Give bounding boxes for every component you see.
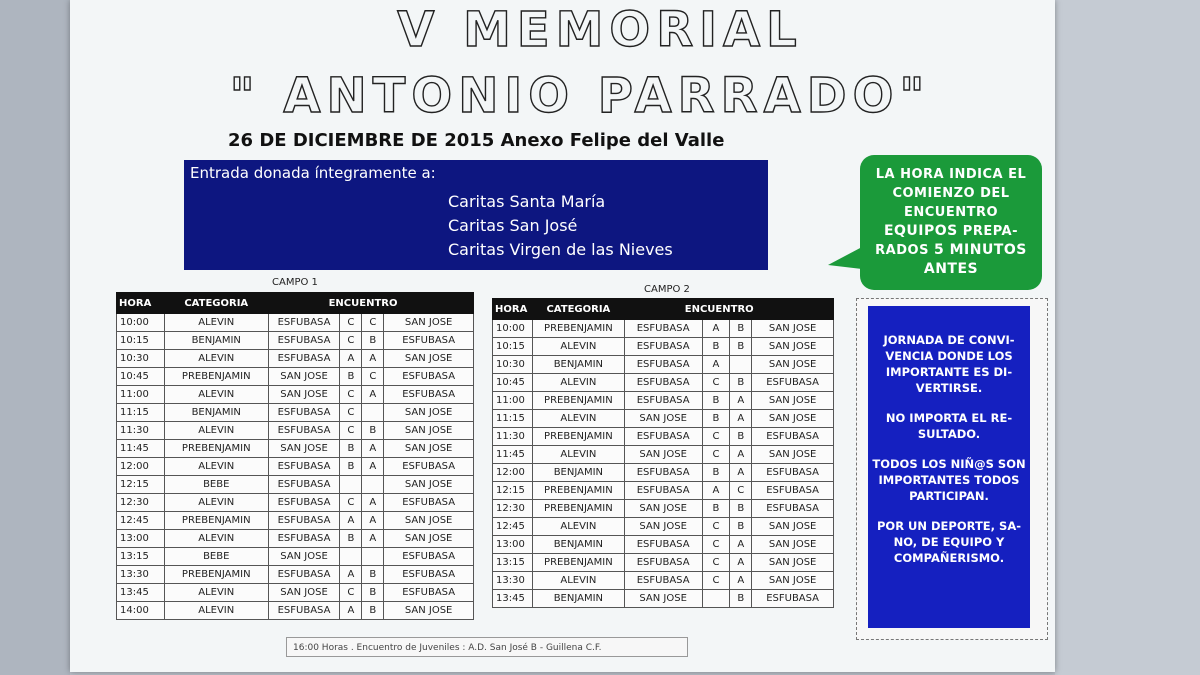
cell-group-1	[340, 476, 362, 494]
table-row	[117, 512, 474, 530]
cell-group-2: A	[730, 464, 752, 482]
header-encuentro: ENCUENTRO	[268, 293, 473, 314]
cell-team-1: SAN JOSE	[624, 518, 702, 536]
cell-team-2: SAN JOSE	[384, 602, 474, 620]
cell-group-1: B	[702, 392, 730, 410]
cell-team-1: SAN JOSE	[624, 590, 702, 608]
cell-hora: 11:45	[117, 440, 165, 458]
cell-team-1: ESFUBASA	[624, 428, 702, 446]
cell-team-2: SAN JOSE	[384, 476, 474, 494]
cell-categoria: PREBENJAMIN	[532, 554, 624, 572]
cell-team-1: SAN JOSE	[268, 584, 340, 602]
cell-categoria: PREBENJAMIN	[164, 368, 268, 386]
cell-team-2: SAN JOSE	[384, 530, 474, 548]
cell-group-2: A	[362, 458, 384, 476]
cell-team-2: ESFUBASA	[752, 482, 834, 500]
cell-group-1: B	[340, 530, 362, 548]
info-box	[868, 306, 1030, 628]
cell-categoria: ALEVIN	[164, 602, 268, 620]
cell-team-1: ESFUBASA	[624, 374, 702, 392]
cell-team-1: ESFUBASA	[268, 332, 340, 350]
cell-group-2: A	[730, 392, 752, 410]
donation-box	[184, 160, 768, 270]
table-row	[493, 518, 834, 536]
table-row	[493, 536, 834, 554]
header-categoria: CATEGORIA	[532, 299, 624, 320]
cell-group-1	[702, 590, 730, 608]
cell-hora: 13:15	[493, 554, 533, 572]
cell-team-2: SAN JOSE	[752, 338, 834, 356]
cell-team-2: SAN JOSE	[752, 536, 834, 554]
cell-group-2: C	[730, 482, 752, 500]
cell-categoria: BENJAMIN	[532, 590, 624, 608]
cell-categoria: PREBENJAMIN	[164, 512, 268, 530]
cell-group-1: C	[340, 332, 362, 350]
cell-categoria: ALEVIN	[532, 374, 624, 392]
cell-hora: 10:15	[493, 338, 533, 356]
cell-group-1: C	[340, 314, 362, 332]
cell-group-1: A	[340, 512, 362, 530]
cell-team-1: SAN JOSE	[268, 440, 340, 458]
cell-group-1: B	[340, 440, 362, 458]
cell-group-2	[362, 548, 384, 566]
cell-team-1: ESFUBASA	[624, 392, 702, 410]
cell-team-2: SAN JOSE	[752, 320, 834, 338]
cell-group-1: C	[702, 572, 730, 590]
table-row	[117, 566, 474, 584]
table-row	[493, 410, 834, 428]
cell-categoria: ALEVIN	[532, 518, 624, 536]
campo-2-table	[492, 298, 834, 608]
cell-categoria: PREBENJAMIN	[532, 428, 624, 446]
campo-1-label: CAMPO 1	[272, 277, 318, 288]
table-row	[117, 584, 474, 602]
cell-group-2: B	[730, 320, 752, 338]
table-row	[493, 590, 834, 608]
cell-team-1: ESFUBASA	[268, 530, 340, 548]
campo-2-label: CAMPO 2	[644, 284, 690, 295]
event-date: 26 DE DICIEMBRE DE 2015 Anexo Felipe del Valle	[228, 130, 725, 151]
cell-team-1: ESFUBASA	[268, 494, 340, 512]
info-paragraph: POR UN DEPORTE, SA-NO, DE EQUIPO Y COMPAÑERISMO.	[876, 519, 1021, 565]
cell-categoria: PREBENJAMIN	[532, 482, 624, 500]
cell-team-1: ESFUBASA	[268, 314, 340, 332]
cell-group-2: A	[362, 440, 384, 458]
cell-categoria: BENJAMIN	[532, 536, 624, 554]
cell-team-2: ESFUBASA	[384, 566, 474, 584]
table-row	[493, 392, 834, 410]
callout-emphasis: EQUIPOS	[883, 223, 958, 239]
cell-hora: 11:00	[117, 386, 165, 404]
table-header	[117, 293, 474, 314]
cell-group-2: A	[362, 386, 384, 404]
cell-hora: 12:30	[117, 494, 165, 512]
callout-tail	[828, 247, 862, 269]
table-row	[117, 386, 474, 404]
cell-categoria: BENJAMIN	[164, 332, 268, 350]
cell-group-2: B	[362, 422, 384, 440]
cell-group-1: C	[340, 386, 362, 404]
cell-team-1: ESFUBASA	[268, 602, 340, 620]
cell-group-1: C	[340, 404, 362, 422]
cell-group-2: A	[362, 530, 384, 548]
cell-team-2: ESFUBASA	[752, 590, 834, 608]
cell-group-2	[362, 404, 384, 422]
cell-group-2	[730, 356, 752, 374]
cell-hora: 12:00	[493, 464, 533, 482]
title-line-1: V MEMORIAL	[397, 2, 803, 58]
cell-team-2: ESFUBASA	[752, 500, 834, 518]
callout-emphasis: 5 MINUTOS	[933, 242, 1027, 258]
callout-line: ENCUENTRO	[903, 205, 999, 220]
table-row	[117, 530, 474, 548]
info-paragraph: TODOS LOS NIÑ@S SON IMPORTANTES TODOS PARTICIPAN.	[872, 457, 1026, 503]
cell-categoria: BENJAMIN	[532, 356, 624, 374]
cell-team-1: ESFUBASA	[268, 422, 340, 440]
cell-group-1	[340, 548, 362, 566]
cell-team-1: SAN JOSE	[624, 500, 702, 518]
cell-hora: 13:00	[493, 536, 533, 554]
cell-categoria: ALEVIN	[164, 530, 268, 548]
donation-intro: Entrada donada íntegramente a:	[190, 164, 436, 182]
cell-hora: 10:00	[117, 314, 165, 332]
table-row	[493, 500, 834, 518]
cell-hora: 10:45	[117, 368, 165, 386]
donation-item: Caritas San José	[448, 216, 578, 235]
info-paragraph: JORNADA DE CONVI-VENCIA DONDE LOS IMPORTANTE ES DI-VERTIRSE.	[883, 333, 1015, 395]
cell-team-1: ESFUBASA	[624, 554, 702, 572]
table-row	[117, 332, 474, 350]
cell-hora: 12:15	[493, 482, 533, 500]
header-encuentro: ENCUENTRO	[624, 299, 833, 320]
cell-group-1: A	[340, 602, 362, 620]
cell-group-2: B	[362, 584, 384, 602]
cell-team-2: SAN JOSE	[384, 440, 474, 458]
callout-text: RADOS	[875, 243, 934, 258]
cell-group-1: C	[702, 374, 730, 392]
cell-team-2: ESFUBASA	[752, 464, 834, 482]
cell-group-2: B	[730, 500, 752, 518]
table-row	[493, 572, 834, 590]
cell-group-2: A	[730, 446, 752, 464]
cell-team-2: ESFUBASA	[384, 386, 474, 404]
cell-team-2: ESFUBASA	[384, 368, 474, 386]
cell-group-2: B	[730, 590, 752, 608]
cell-hora: 11:30	[117, 422, 165, 440]
cell-group-2: B	[362, 566, 384, 584]
cell-team-2: SAN JOSE	[384, 512, 474, 530]
cell-team-1: ESFUBASA	[268, 476, 340, 494]
time-callout	[860, 155, 1042, 290]
table-row	[493, 446, 834, 464]
callout-line: COMIENZO DEL	[892, 186, 1010, 201]
cell-group-1: B	[340, 368, 362, 386]
cell-categoria: ALEVIN	[164, 494, 268, 512]
header-hora: HORA	[493, 299, 533, 320]
cell-hora: 13:30	[117, 566, 165, 584]
cell-team-1: SAN JOSE	[268, 548, 340, 566]
cell-group-1: A	[340, 566, 362, 584]
table-row	[117, 494, 474, 512]
table-header	[493, 299, 834, 320]
table-row	[493, 554, 834, 572]
campo-1-table	[116, 292, 474, 620]
cell-team-1: SAN JOSE	[268, 386, 340, 404]
cell-group-1: C	[340, 494, 362, 512]
cell-hora: 11:45	[493, 446, 533, 464]
cell-team-2: SAN JOSE	[384, 404, 474, 422]
cell-categoria: PREBENJAMIN	[532, 320, 624, 338]
cell-team-2: SAN JOSE	[752, 356, 834, 374]
cell-categoria: ALEVIN	[532, 410, 624, 428]
cell-categoria: BEBE	[164, 476, 268, 494]
cell-team-1: ESFUBASA	[624, 572, 702, 590]
cell-team-2: SAN JOSE	[752, 572, 834, 590]
cell-group-2: A	[730, 410, 752, 428]
header-categoria: CATEGORIA	[164, 293, 268, 314]
cell-hora: 13:00	[117, 530, 165, 548]
table-row	[117, 350, 474, 368]
table-row	[117, 368, 474, 386]
table-row	[493, 482, 834, 500]
donation-list	[448, 190, 673, 262]
cell-group-1: B	[702, 338, 730, 356]
cell-hora: 12:45	[117, 512, 165, 530]
cell-group-1: C	[702, 554, 730, 572]
cell-hora: 11:00	[493, 392, 533, 410]
cell-group-2: A	[730, 536, 752, 554]
cell-group-1: B	[702, 500, 730, 518]
cell-hora: 10:15	[117, 332, 165, 350]
donation-item: Caritas Virgen de las Nieves	[448, 240, 673, 259]
cell-team-1: ESFUBASA	[624, 338, 702, 356]
cell-categoria: ALEVIN	[532, 338, 624, 356]
cell-group-2: B	[362, 602, 384, 620]
cell-group-1: B	[702, 410, 730, 428]
cell-hora: 11:15	[117, 404, 165, 422]
cell-group-1: A	[702, 320, 730, 338]
cell-hora: 13:30	[493, 572, 533, 590]
cell-team-1: ESFUBASA	[624, 320, 702, 338]
table-row	[117, 314, 474, 332]
cell-team-1: ESFUBASA	[624, 356, 702, 374]
cell-team-1: SAN JOSE	[624, 410, 702, 428]
cell-team-1: ESFUBASA	[624, 482, 702, 500]
cell-team-2: SAN JOSE	[752, 554, 834, 572]
cell-group-2: A	[362, 512, 384, 530]
cell-hora: 13:45	[493, 590, 533, 608]
cell-hora: 14:00	[117, 602, 165, 620]
cell-group-1: A	[702, 356, 730, 374]
cell-hora: 10:30	[117, 350, 165, 368]
cell-hora: 13:45	[117, 584, 165, 602]
cell-team-1: ESFUBASA	[624, 464, 702, 482]
table-row	[493, 428, 834, 446]
callout-line	[860, 241, 1042, 260]
cell-group-2: A	[362, 350, 384, 368]
donation-item: Caritas Santa María	[448, 192, 606, 211]
cell-group-2: B	[730, 374, 752, 392]
table-row	[493, 356, 834, 374]
cell-categoria: ALEVIN	[164, 458, 268, 476]
cell-team-1: ESFUBASA	[268, 350, 340, 368]
cell-categoria: PREBENJAMIN	[164, 566, 268, 584]
cell-hora: 10:45	[493, 374, 533, 392]
cell-team-1: ESFUBASA	[624, 536, 702, 554]
table-row	[117, 548, 474, 566]
cell-categoria: ALEVIN	[532, 446, 624, 464]
cell-categoria: ALEVIN	[164, 350, 268, 368]
cell-hora: 12:00	[117, 458, 165, 476]
title-line-2: " ANTONIO PARRADO"	[229, 68, 931, 124]
callout-line: LA HORA INDICA EL	[875, 167, 1027, 182]
cell-group-1: C	[702, 428, 730, 446]
cell-group-1: B	[702, 464, 730, 482]
cell-group-2: C	[362, 314, 384, 332]
table-row	[117, 476, 474, 494]
cell-team-1: SAN JOSE	[268, 368, 340, 386]
cell-team-2: SAN JOSE	[752, 518, 834, 536]
callout-line: ANTES	[923, 261, 979, 277]
cell-categoria: ALEVIN	[164, 584, 268, 602]
cell-group-2: C	[362, 368, 384, 386]
cell-group-2: A	[730, 554, 752, 572]
cell-team-2: ESFUBASA	[384, 584, 474, 602]
cell-group-2: B	[730, 518, 752, 536]
footer-note: 16:00 Horas . Encuentro de Juveniles : A.D. San José B - Guillena C.F.	[286, 637, 688, 657]
table-row	[117, 404, 474, 422]
table-row	[493, 320, 834, 338]
cell-categoria: ALEVIN	[164, 314, 268, 332]
cell-group-2: A	[730, 572, 752, 590]
cell-group-2: A	[362, 494, 384, 512]
table-row	[493, 374, 834, 392]
cell-team-1: ESFUBASA	[268, 512, 340, 530]
cell-group-1: C	[702, 536, 730, 554]
cell-team-2: ESFUBASA	[384, 494, 474, 512]
cell-team-1: ESFUBASA	[268, 566, 340, 584]
cell-group-2: B	[362, 332, 384, 350]
cell-group-2	[362, 476, 384, 494]
cell-hora: 10:00	[493, 320, 533, 338]
cell-team-2: SAN JOSE	[384, 314, 474, 332]
cell-group-2: B	[730, 338, 752, 356]
cell-categoria: BEBE	[164, 548, 268, 566]
info-paragraph: NO IMPORTA EL RE-SULTADO.	[885, 411, 1013, 441]
cell-team-2: SAN JOSE	[384, 422, 474, 440]
cell-team-2: SAN JOSE	[752, 410, 834, 428]
header-hora: HORA	[117, 293, 165, 314]
table-row	[493, 338, 834, 356]
cell-group-2: B	[730, 428, 752, 446]
table-row	[117, 440, 474, 458]
cell-categoria: PREBENJAMIN	[532, 392, 624, 410]
cell-team-1: ESFUBASA	[268, 458, 340, 476]
cell-hora: 12:45	[493, 518, 533, 536]
cell-categoria: ALEVIN	[164, 386, 268, 404]
cell-hora: 11:30	[493, 428, 533, 446]
cell-team-2: SAN JOSE	[752, 446, 834, 464]
cell-hora: 13:15	[117, 548, 165, 566]
cell-team-2: ESFUBASA	[384, 548, 474, 566]
callout-text: PREPA-	[957, 224, 1019, 239]
cell-team-2: ESFUBASA	[752, 374, 834, 392]
cell-team-2: ESFUBASA	[384, 458, 474, 476]
cell-team-2: SAN JOSE	[384, 350, 474, 368]
cell-categoria: ALEVIN	[164, 422, 268, 440]
cell-categoria: PREBENJAMIN	[164, 440, 268, 458]
cell-hora: 10:30	[493, 356, 533, 374]
table-row	[117, 602, 474, 620]
cell-group-1: A	[702, 482, 730, 500]
table-row	[493, 464, 834, 482]
cell-group-1: C	[340, 422, 362, 440]
cell-team-1: ESFUBASA	[268, 404, 340, 422]
callout-line	[860, 222, 1042, 241]
cell-group-1: B	[340, 458, 362, 476]
cell-categoria: ALEVIN	[532, 572, 624, 590]
cell-group-1: A	[340, 350, 362, 368]
cell-hora: 11:15	[493, 410, 533, 428]
cell-hora: 12:15	[117, 476, 165, 494]
cell-team-2: ESFUBASA	[752, 428, 834, 446]
table-row	[117, 422, 474, 440]
cell-categoria: BENJAMIN	[532, 464, 624, 482]
cell-categoria: BENJAMIN	[164, 404, 268, 422]
cell-categoria: PREBENJAMIN	[532, 500, 624, 518]
cell-group-1: C	[702, 518, 730, 536]
cell-team-2: ESFUBASA	[384, 332, 474, 350]
cell-team-2: SAN JOSE	[752, 392, 834, 410]
table-row	[117, 458, 474, 476]
cell-hora: 12:30	[493, 500, 533, 518]
cell-team-1: SAN JOSE	[624, 446, 702, 464]
cell-group-1: C	[340, 584, 362, 602]
cell-group-1: C	[702, 446, 730, 464]
